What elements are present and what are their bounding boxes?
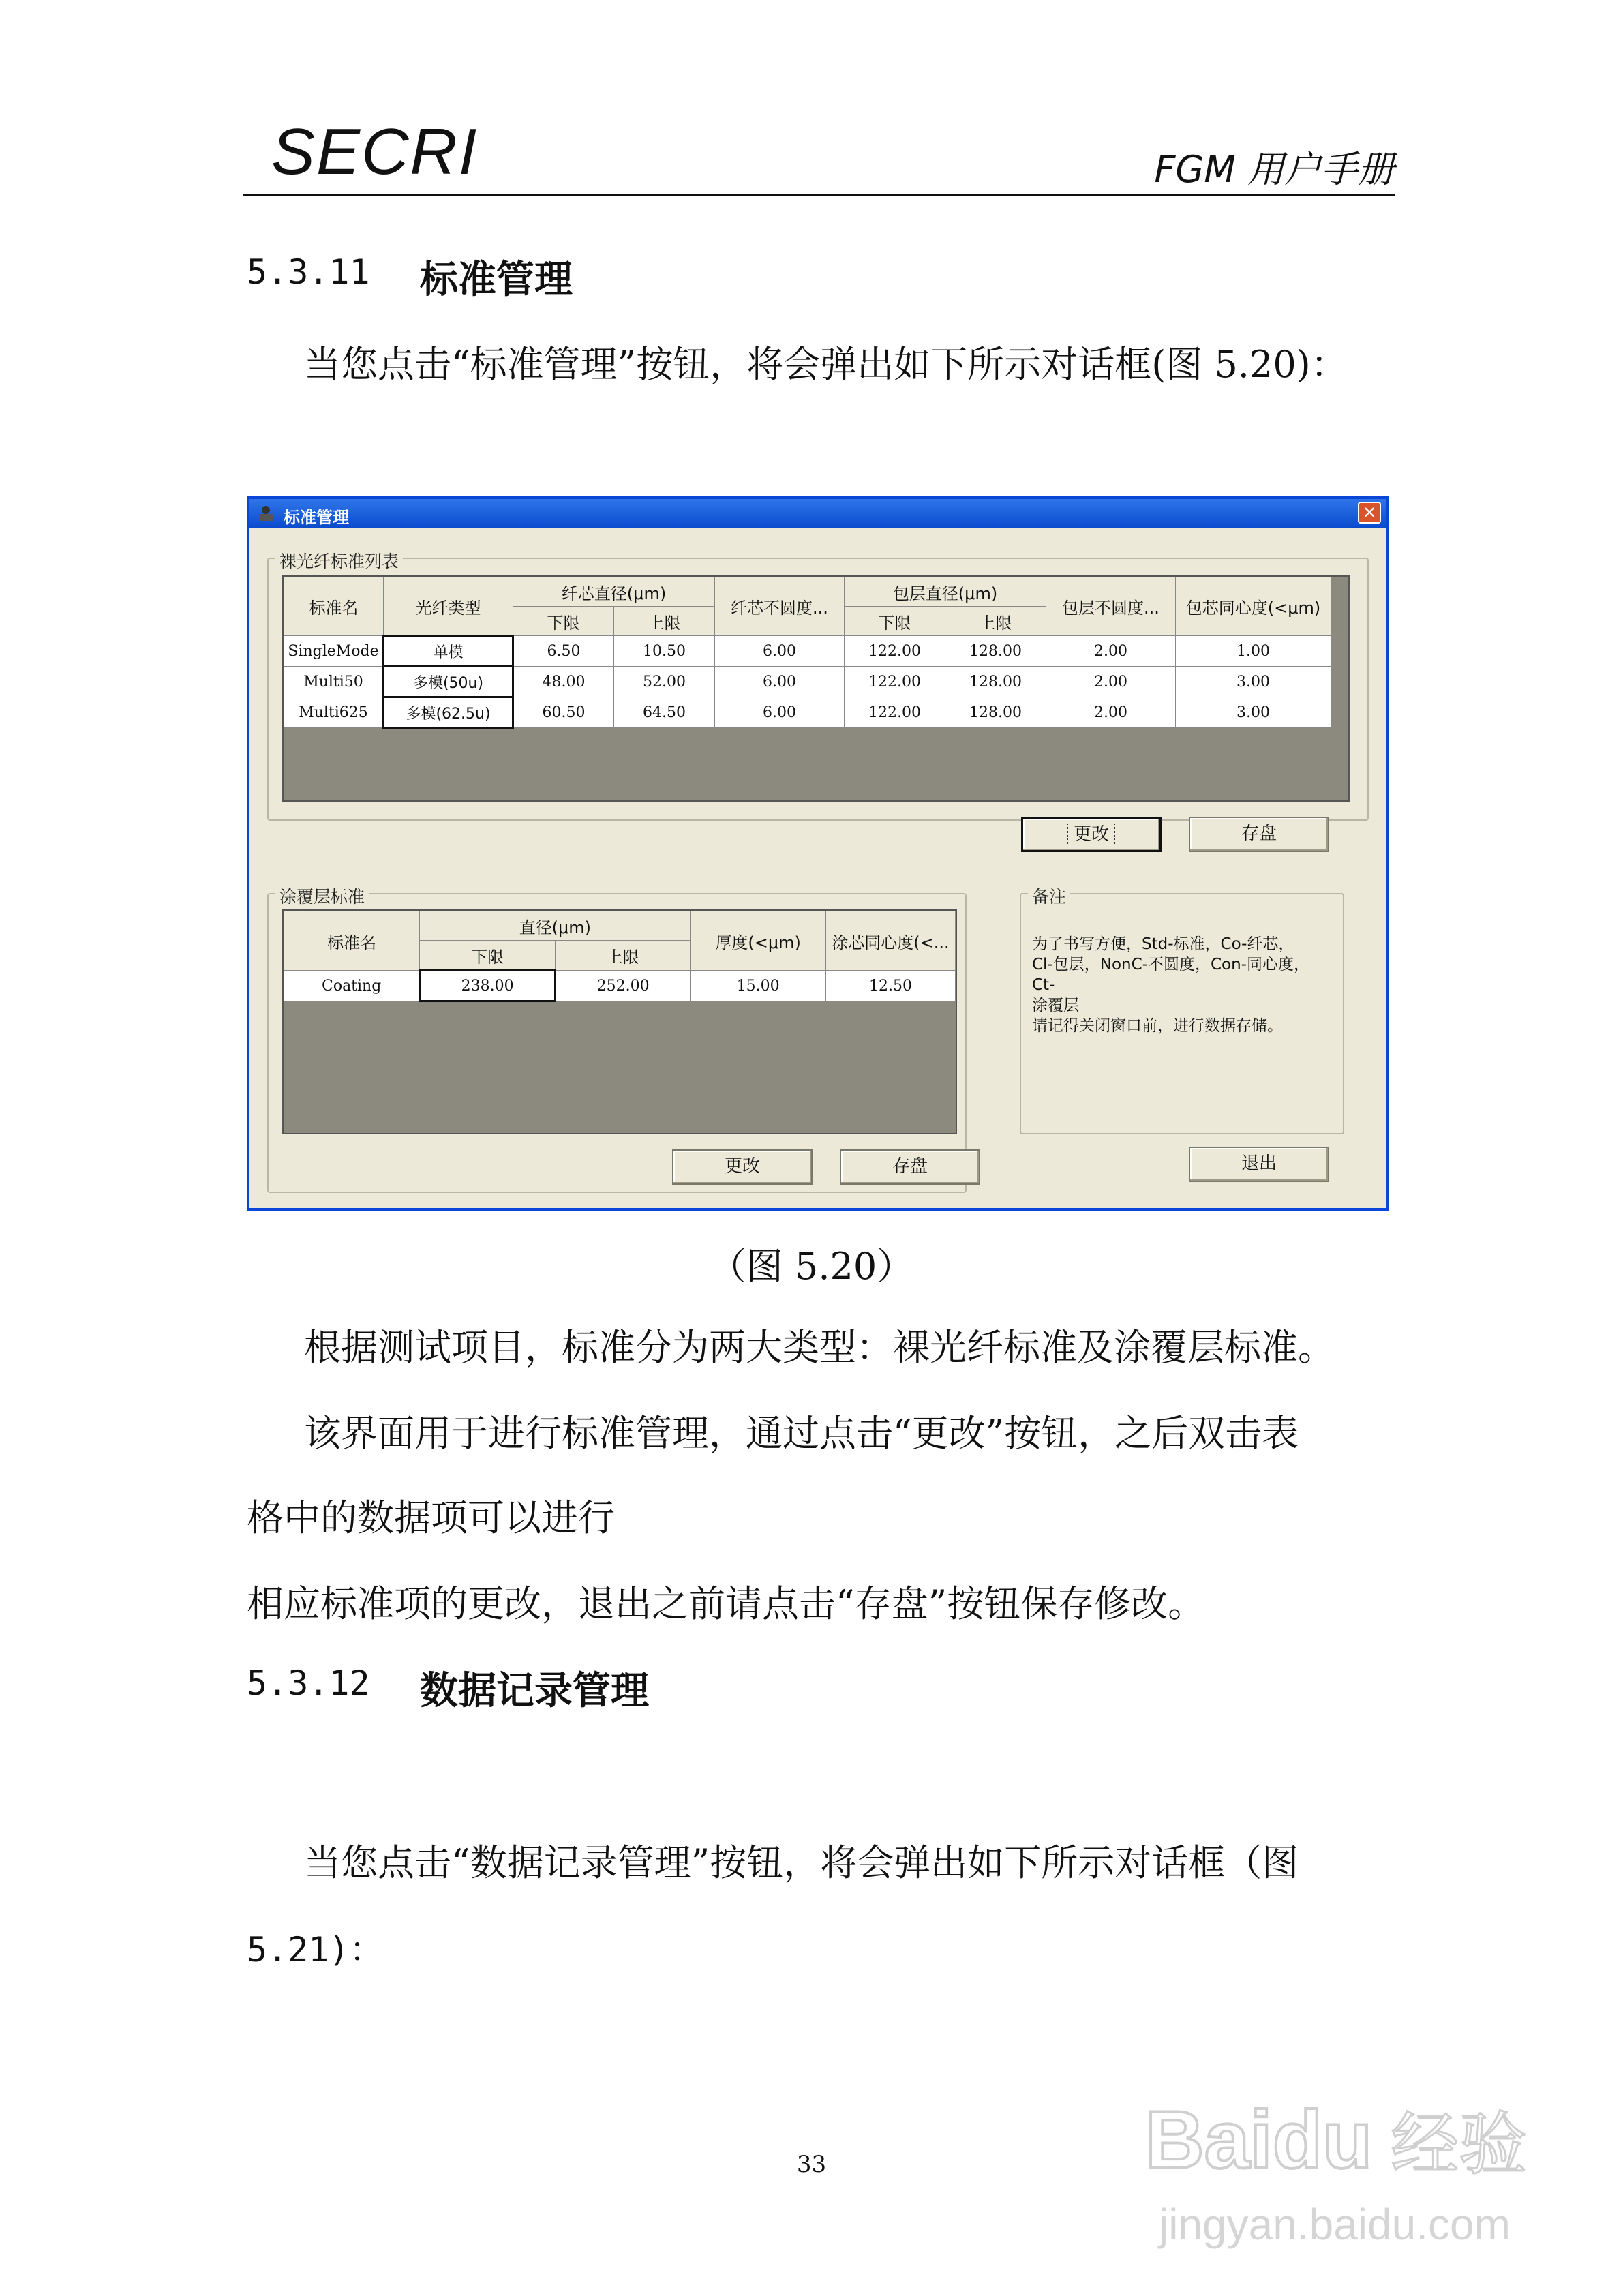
col-header-core-dia[interactable]: 纤芯直径(μm) [513, 577, 715, 607]
col-header-clad-nonc[interactable]: 包层不圆度... [1046, 577, 1176, 636]
table-row[interactable] [284, 971, 956, 1001]
dialog-title: 标准管理 [284, 508, 349, 527]
paragraph-4-line-1: 当您点击“数据记录管理”按钮，将会弹出如下所示对话框（图 [304, 1841, 1299, 1884]
section-number-2: 5.3.12 [247, 1663, 370, 1703]
cell-clad-conc[interactable]: 1.00 [1176, 636, 1331, 667]
col-header-name[interactable]: 标准名 [284, 911, 420, 971]
coating-modify-button[interactable]: 更改 [672, 1149, 813, 1185]
cell-clad-lower[interactable]: 122.00 [845, 667, 945, 697]
intro-paragraph: 当您点击“标准管理”按钮，将会弹出如下所示对话框(图 5.20)： [304, 343, 1348, 386]
col-header-lower[interactable]: 下限 [420, 941, 556, 971]
section-title-1: 标准管理 [420, 258, 573, 302]
bare-fiber-table [284, 577, 1331, 729]
coating-group [267, 887, 967, 1193]
col-header-clad-conc[interactable]: 包芯同心度(<μm) [1176, 577, 1331, 636]
col-header-core-lower[interactable]: 下限 [513, 607, 614, 636]
coating-save-button[interactable]: 存盘 [840, 1149, 980, 1185]
notes-text [1032, 934, 1332, 1036]
cell-clad-nonc[interactable]: 2.00 [1046, 667, 1176, 697]
paragraph-2-line-2: 格中的数据项可以进行 [247, 1496, 615, 1539]
col-header-dia[interactable]: 直径(μm) [420, 911, 691, 941]
figure-caption: （图 5.20） [709, 1245, 914, 1288]
cell-clad-upper[interactable]: 128.00 [945, 697, 1046, 728]
paragraph-4-line-2: 5.21)： [247, 1930, 384, 1969]
standard-management-dialog [247, 496, 1389, 1211]
baidu-watermark-logo [1145, 2066, 1554, 2270]
cell-core-lower[interactable]: 60.50 [513, 697, 614, 728]
cell-clad-conc[interactable]: 3.00 [1176, 697, 1331, 728]
cell-core-nonc[interactable]: 6.00 [715, 697, 845, 728]
watermark-brand: Baidu [1145, 2094, 1373, 2186]
cell-upper[interactable]: 252.00 [555, 971, 691, 1001]
col-header-clad-dia[interactable]: 包层直径(μm) [845, 577, 1046, 607]
cell-core-nonc[interactable]: 6.00 [715, 636, 845, 667]
cell-core-upper[interactable]: 10.50 [614, 636, 715, 667]
cell-type[interactable]: 单模 [384, 636, 513, 667]
cell-core-lower[interactable]: 48.00 [513, 667, 614, 697]
header-manual-title: FGM 用户手册 [1154, 148, 1395, 191]
coating-grid[interactable] [282, 909, 957, 1134]
cell-thickness[interactable]: 15.00 [691, 971, 826, 1001]
cell-type[interactable]: 多模(50u) [384, 667, 513, 697]
cell-lower[interactable]: 238.00 [420, 971, 556, 1001]
coating-table [284, 911, 956, 1002]
col-header-clad-upper[interactable]: 上限 [945, 607, 1046, 636]
cell-clad-conc[interactable]: 3.00 [1176, 667, 1331, 697]
exit-button[interactable]: 退出 [1189, 1147, 1329, 1182]
notes-group [1020, 887, 1344, 1134]
cell-core-nonc[interactable]: 6.00 [715, 667, 845, 697]
col-header-thickness[interactable]: 厚度(<μm) [691, 911, 826, 971]
cell-core-upper[interactable]: 52.00 [614, 667, 715, 697]
table-row[interactable] [284, 636, 1331, 667]
notes-line-1: 为了书写方便，Std-标准，Co-纤芯， [1032, 935, 1294, 953]
paragraph-1: 根据测试项目，标准分为两大类型：裸光纤标准及涂覆层标准。 [304, 1326, 1335, 1369]
cell-clad-nonc[interactable]: 2.00 [1046, 697, 1176, 728]
table-row[interactable] [284, 697, 1331, 728]
cell-name[interactable]: SingleMode [284, 636, 384, 667]
cell-clad-nonc[interactable]: 2.00 [1046, 636, 1176, 667]
bare-fiber-group [267, 552, 1369, 821]
cell-name[interactable]: Coating [284, 971, 420, 1001]
bare-fiber-grid[interactable] [282, 575, 1350, 802]
col-header-clad-lower[interactable]: 下限 [845, 607, 945, 636]
section-title-2: 数据记录管理 [420, 1669, 649, 1713]
watermark-cn: 经验 [1391, 2104, 1527, 2184]
cell-conc[interactable]: 12.50 [825, 971, 955, 1001]
bare-save-button[interactable]: 存盘 [1189, 817, 1329, 852]
page-number: 33 [796, 2151, 827, 2178]
notes-line-3: 涂覆层 [1032, 997, 1079, 1014]
bare-modify-button[interactable] [1021, 817, 1162, 852]
notes-line-4: 请记得关闭窗口前，进行数据存储。 [1032, 1017, 1283, 1035]
notes-line-2: Cl-包层，NonC-不圆度，Con-同心度，Ct- [1032, 956, 1309, 994]
cell-name[interactable]: Multi625 [284, 697, 384, 728]
header-logo-text: SECRI [271, 115, 479, 188]
cell-clad-lower[interactable]: 122.00 [845, 636, 945, 667]
table-row[interactable] [284, 667, 1331, 697]
app-icon [256, 504, 275, 522]
paragraph-3: 相应标准项的更改，退出之前请点击“存盘”按钮保存修改。 [247, 1582, 1205, 1625]
cell-type[interactable]: 多模(62.5u) [384, 697, 513, 728]
dialog-titlebar[interactable] [249, 499, 1386, 528]
cell-clad-upper[interactable]: 128.00 [945, 636, 1046, 667]
col-header-core-nonc[interactable]: 纤芯不圆度... [715, 577, 845, 636]
coating-group-title: 涂覆层标准 [275, 883, 369, 908]
col-header-upper[interactable]: 上限 [555, 941, 691, 971]
close-icon[interactable]: ✕ [1358, 502, 1381, 524]
cell-clad-lower[interactable]: 122.00 [845, 697, 945, 728]
watermark-url: jingyan.baidu.com [1159, 2200, 1511, 2249]
paragraph-2-line-1: 该界面用于进行标准管理，通过点击“更改”按钮，之后双击表 [304, 1412, 1299, 1455]
cell-name[interactable]: Multi50 [284, 667, 384, 697]
col-header-conc[interactable]: 涂芯同心度(<... [825, 911, 955, 971]
cell-clad-upper[interactable]: 128.00 [945, 667, 1046, 697]
col-header-core-upper[interactable]: 上限 [614, 607, 715, 636]
bare-fiber-group-title: 裸光纤标准列表 [275, 548, 403, 573]
notes-group-title: 备注 [1028, 883, 1070, 908]
bare-modify-label: 更改 [1067, 824, 1115, 845]
section-number-1: 5.3.11 [247, 252, 370, 292]
cell-core-lower[interactable]: 6.50 [513, 636, 614, 667]
col-header-type[interactable]: 光纤类型 [384, 577, 513, 636]
cell-core-upper[interactable]: 64.50 [614, 697, 715, 728]
col-header-name[interactable]: 标准名 [284, 577, 384, 636]
header-divider [243, 194, 1395, 196]
